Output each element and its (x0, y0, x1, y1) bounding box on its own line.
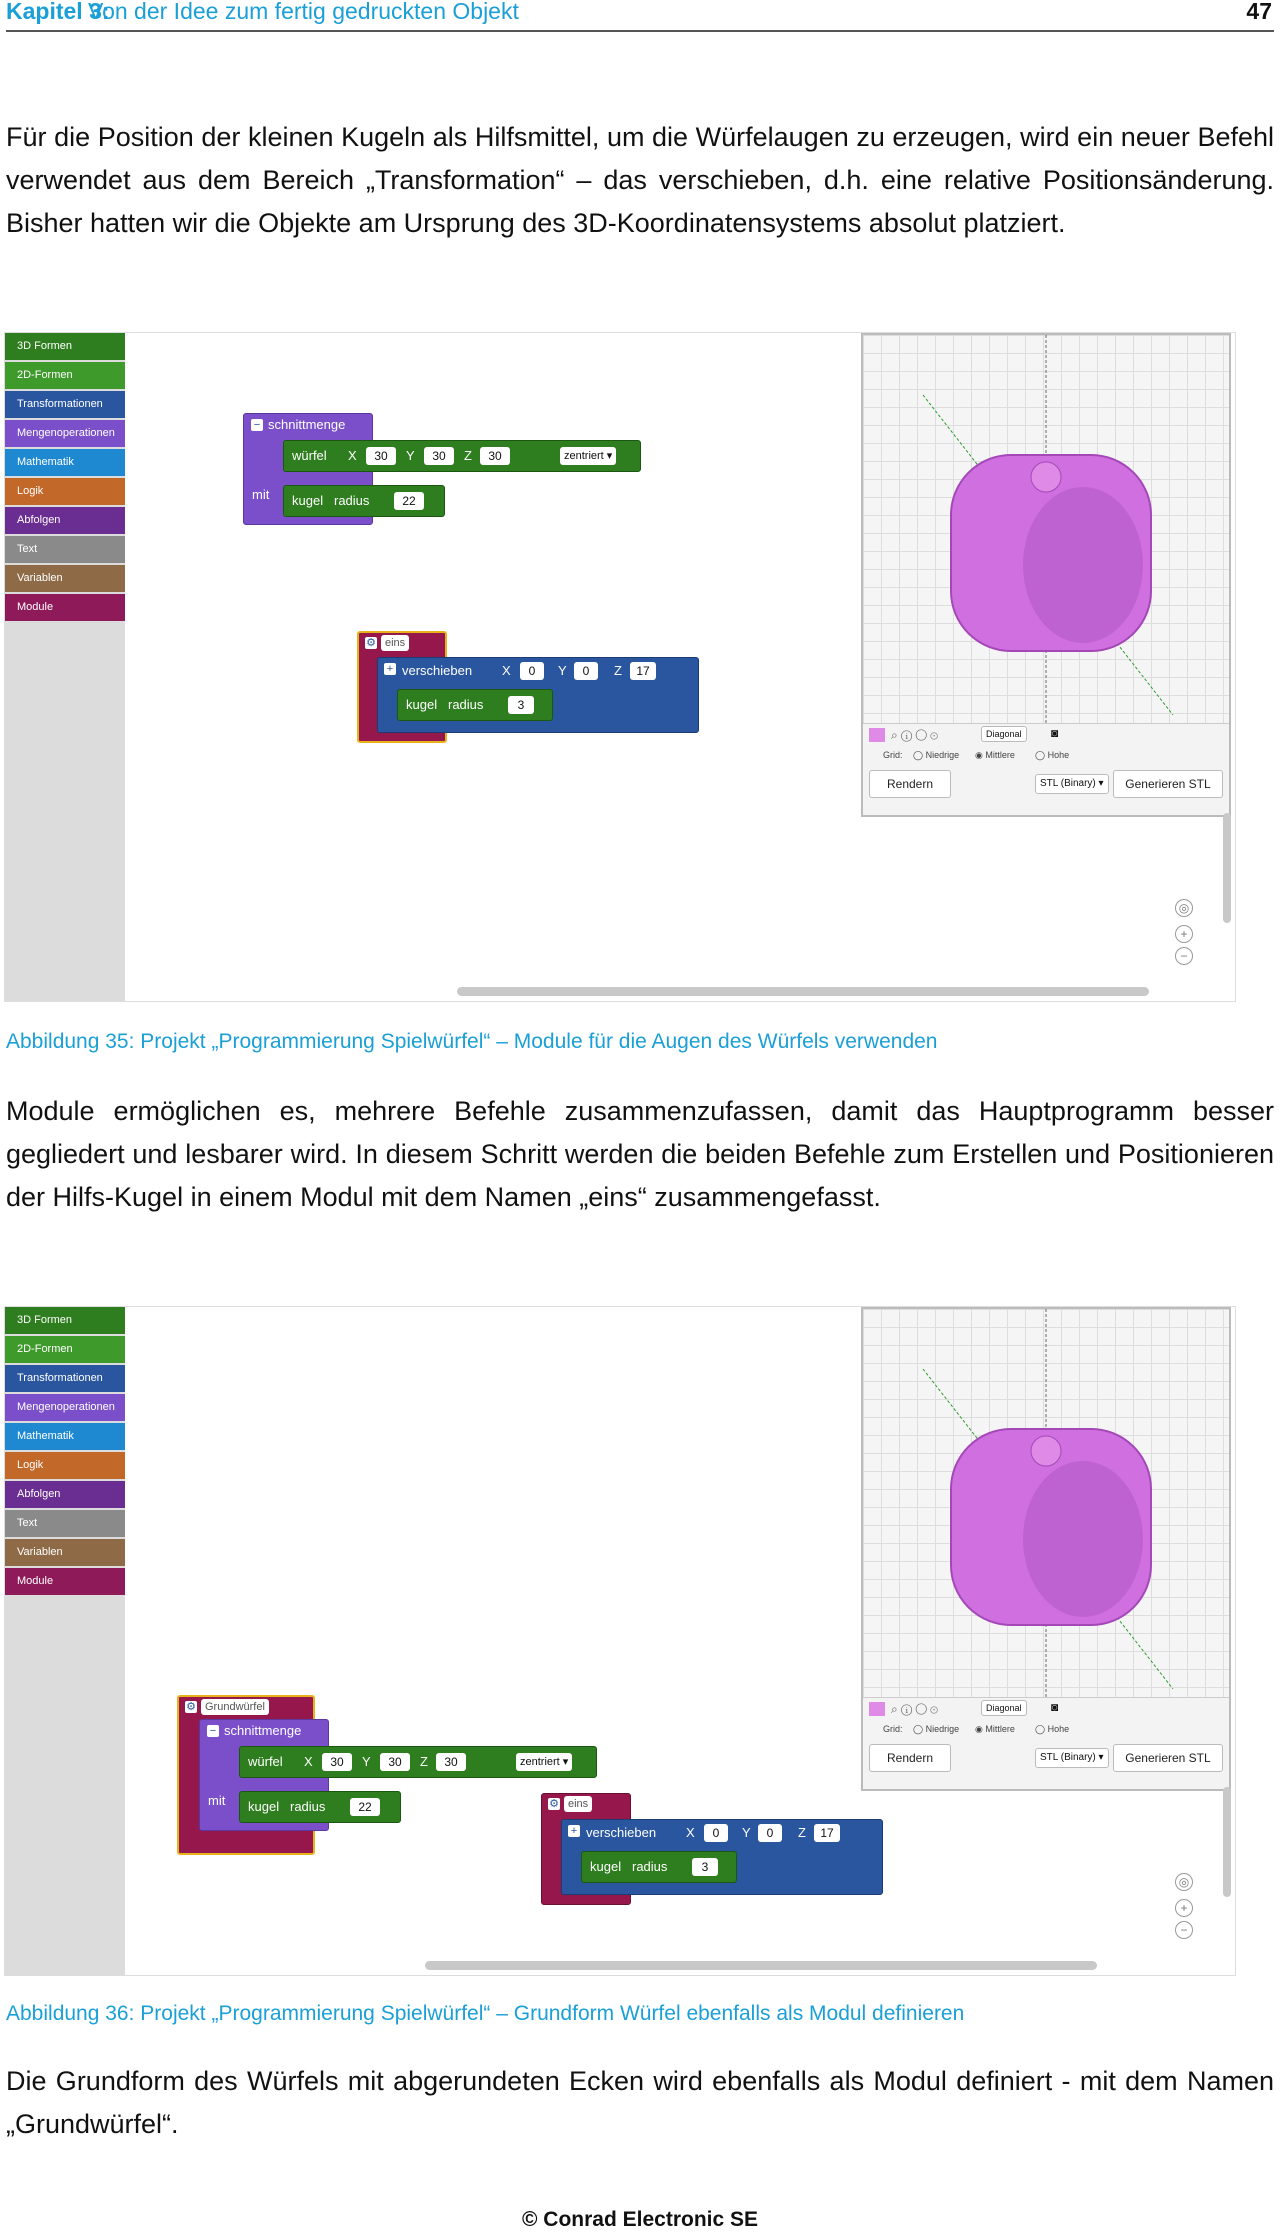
category-item[interactable]: 2D-Formen (5, 362, 125, 389)
sphere-label: kugel (292, 493, 324, 508)
z-label: Z (614, 663, 622, 678)
paragraph-3: Die Grundform des Würfels mit abgerundeten Ecken wird ebenfalls als Modul definiert - mit dem Namen „Grundwürfel“. (6, 2066, 1274, 2139)
centered-dropdown[interactable]: zentriert ▾ (516, 1753, 572, 1771)
centered-value: zentriert (520, 1756, 560, 1768)
cube-block[interactable] (283, 440, 641, 472)
zoom-reset-icon[interactable]: ◎ (1175, 1873, 1193, 1891)
figure-caption-36: Abbildung 36: Projekt „Programmierung Spielwürfel“ – Grundform Würfel ebenfalls als Modul definieren (6, 2002, 965, 2025)
gear-icon[interactable]: ⚙ (186, 1701, 196, 1713)
radio-high-label: Hohe (1047, 1724, 1070, 1734)
view-controls-icons[interactable]: ⌕ ⓘ ◯ ⊙ (891, 1702, 938, 1716)
category-item[interactable]: Logik (5, 478, 125, 505)
y-label: Y (362, 1754, 371, 1769)
x-label: X (348, 448, 357, 463)
page-footer: © Conrad Electronic SE (521, 2208, 759, 2231)
generate-stl-button[interactable]: Generieren STL (1113, 1744, 1223, 1772)
viewer-controls (863, 723, 1229, 816)
category-item[interactable]: Text (5, 536, 125, 563)
category-list (5, 333, 125, 621)
chapter-title: Von der Idee zum fertig gedruckten Objekt (88, 0, 519, 24)
gear-icon[interactable]: ⚙ (549, 1798, 559, 1810)
category-item[interactable]: Transformationen (5, 391, 125, 418)
generate-stl-button[interactable]: Generieren STL (1113, 770, 1223, 798)
zoom-in-icon[interactable]: + (1175, 1899, 1193, 1917)
sphere-label: kugel (590, 1859, 622, 1874)
gear-icon[interactable]: ⚙ (366, 637, 376, 649)
cube-block[interactable] (239, 1746, 597, 1778)
cube-shade (1023, 1461, 1143, 1617)
radio-high[interactable]: ◯ Hohe (1035, 1724, 1070, 1734)
resolution-label: Grid: (883, 1724, 903, 1734)
centered-dropdown[interactable]: zentriert ▾ (560, 447, 616, 465)
zoom-out-icon[interactable]: − (1175, 1921, 1193, 1939)
small-sphere-block[interactable] (581, 1851, 737, 1883)
cube-y-field[interactable]: 30 (380, 1753, 410, 1771)
move-z-field[interactable]: 17 (814, 1824, 840, 1842)
y-label: Y (558, 663, 567, 678)
cube-z-field[interactable]: 30 (480, 447, 510, 465)
x-label: X (304, 1754, 313, 1769)
y-label: Y (742, 1825, 751, 1840)
z-label: Z (798, 1825, 806, 1840)
sphere-radius-field[interactable]: 22 (350, 1798, 380, 1816)
category-item[interactable]: Logik (5, 1452, 125, 1479)
radio-low-label: Niedrige (925, 1724, 960, 1734)
module-name-field[interactable]: Grundwürfel (201, 1699, 269, 1715)
expand-icon[interactable]: + (384, 663, 396, 675)
category-item[interactable]: 3D Formen (5, 333, 125, 360)
render-canvas (863, 335, 1229, 723)
sphere-radius-field[interactable]: 22 (394, 492, 424, 510)
radius-label: radius (632, 1859, 668, 1874)
category-item[interactable]: Mathematik (5, 449, 125, 476)
radio-high[interactable]: ◯ Hohe (1035, 750, 1070, 760)
category-item[interactable]: Abfolgen (5, 507, 125, 534)
block-category-sidebar (5, 1307, 125, 1975)
block-category-sidebar (5, 333, 125, 1001)
module-name-field[interactable]: eins (564, 1796, 592, 1812)
category-item[interactable]: 2D-Formen (5, 1336, 125, 1363)
format-value: STL (Binary) (1040, 1752, 1096, 1763)
format-dropdown[interactable]: STL (Binary) ▾ (1035, 774, 1109, 794)
radio-low[interactable]: ◯ Niedrige (913, 1724, 960, 1734)
move-x-field[interactable]: 0 (520, 662, 544, 680)
vertical-scrollbar[interactable] (1223, 1787, 1231, 1897)
color-swatch[interactable] (869, 728, 885, 742)
figure-caption-35: Abbildung 35: Projekt „Programmierung Spielwürfel“ – Module für die Augen des Würfels verwenden (6, 1030, 938, 1053)
move-z-field[interactable]: 17 (630, 662, 656, 680)
layout-value: Diagonal (986, 729, 1022, 739)
expand-icon[interactable]: − (207, 1725, 219, 1737)
radius-label: radius (290, 1799, 326, 1814)
radio-mid[interactable]: ◉ Mittlere (975, 750, 1015, 760)
radio-low-label: Niedrige (925, 750, 960, 760)
cube-x-field[interactable]: 30 (322, 1753, 352, 1771)
small-radius-field[interactable]: 3 (508, 696, 534, 714)
category-item[interactable]: Mathematik (5, 1423, 125, 1450)
intersection-label: schnittmenge (268, 417, 346, 432)
centered-value: zentriert (564, 450, 604, 462)
layout-dropdown[interactable] (981, 1700, 1027, 1716)
page-header (6, 0, 1274, 32)
sphere-block[interactable] (283, 485, 445, 517)
category-item[interactable]: Module (5, 594, 125, 621)
paragraph-2: Module ermöglichen es, mehrere Befehle zusammenzufassen, damit das Hauptprogramm besser gegliedert und lesbarer wird. In diesem Schritt werden die beiden Befehle zum Erstellen und Positionieren der Hilfs-Kugel in einem Modul mit dem Namen „eins“ zusammengefasst. (6, 1096, 1274, 1212)
3d-viewer[interactable] (861, 1307, 1231, 1791)
category-item[interactable]: 3D Formen (5, 1307, 125, 1334)
category-item[interactable]: Abfolgen (5, 1481, 125, 1508)
cube-y-field[interactable]: 30 (424, 447, 454, 465)
horizontal-scrollbar[interactable] (425, 1961, 1097, 1970)
view-controls-icons[interactable]: ⌕ ⓘ ◯ ⊙ (891, 728, 938, 742)
color-swatch[interactable] (869, 1702, 885, 1716)
render-button[interactable]: Rendern (869, 1744, 951, 1772)
radius-label: radius (448, 697, 484, 712)
category-item[interactable]: Variablen (5, 1539, 125, 1566)
mit-label: mit (252, 487, 270, 502)
blockscad-screenshot-1 (4, 332, 1236, 1002)
radio-low[interactable]: ◯ Niedrige (913, 750, 960, 760)
sphere-block[interactable] (239, 1791, 401, 1823)
horizontal-scrollbar[interactable] (457, 987, 1149, 996)
resolution-label: Grid: (883, 750, 903, 760)
intersection-label: schnittmenge (224, 1723, 302, 1738)
viewer-controls (863, 1697, 1229, 1790)
radio-mid[interactable]: ◉ Mittlere (975, 1724, 1015, 1734)
sphere-label: kugel (406, 697, 438, 712)
translate-label: verschieben (402, 663, 473, 678)
render-button[interactable]: Rendern (869, 770, 951, 798)
cube-x-field[interactable]: 30 (366, 447, 396, 465)
layout-value: Diagonal (986, 1703, 1022, 1713)
zoom-out-icon[interactable]: − (1175, 947, 1193, 965)
category-item[interactable]: Variablen (5, 565, 125, 592)
expand-icon[interactable]: + (568, 1825, 580, 1837)
move-y-field[interactable]: 0 (758, 1824, 782, 1842)
category-item[interactable]: Mengenoperationen (5, 1394, 125, 1421)
page-number: 47 (1246, 0, 1272, 24)
x-label: X (686, 1825, 695, 1840)
radius-label: radius (334, 493, 370, 508)
mit-label: mit (208, 1793, 226, 1808)
render-canvas (863, 1309, 1229, 1697)
camera-icon[interactable]: ◙ (1051, 726, 1059, 740)
expand-icon[interactable]: − (251, 419, 263, 431)
format-dropdown[interactable]: STL (Binary) ▾ (1035, 1748, 1109, 1768)
radio-mid-label: Mittlere (985, 1724, 1015, 1734)
3d-viewer[interactable] (861, 333, 1231, 817)
y-label: Y (406, 448, 415, 463)
radio-mid-label: Mittlere (985, 750, 1015, 760)
move-y-field[interactable]: 0 (574, 662, 598, 680)
z-label: Z (420, 1754, 428, 1769)
z-label: Z (464, 448, 472, 463)
x-label: X (502, 663, 511, 678)
eye-sphere (1031, 1436, 1061, 1466)
layout-dropdown[interactable] (981, 726, 1027, 742)
category-item[interactable]: Module (5, 1568, 125, 1595)
cube-z-field[interactable]: 30 (436, 1753, 466, 1771)
cube-shade (1023, 487, 1143, 643)
translate-label: verschieben (586, 1825, 657, 1840)
small-radius-field[interactable]: 3 (692, 1858, 718, 1876)
cube-label: würfel (292, 448, 327, 463)
cube-label: würfel (248, 1754, 283, 1769)
category-item[interactable]: Mengenoperationen (5, 420, 125, 447)
move-x-field[interactable]: 0 (704, 1824, 728, 1842)
zoom-reset-icon[interactable]: ◎ (1175, 899, 1193, 917)
category-item[interactable]: Text (5, 1510, 125, 1537)
blockscad-screenshot-2 (4, 1306, 1236, 1976)
sphere-label: kugel (248, 1799, 280, 1814)
module-name-field[interactable]: eins (381, 635, 409, 651)
small-sphere-block[interactable] (397, 689, 553, 721)
format-value: STL (Binary) (1040, 778, 1096, 789)
camera-icon[interactable]: ◙ (1051, 1700, 1059, 1714)
category-list (5, 1307, 125, 1595)
radio-high-label: Hohe (1047, 750, 1070, 760)
eye-sphere (1031, 462, 1061, 492)
zoom-in-icon[interactable]: + (1175, 925, 1193, 943)
category-item[interactable]: Transformationen (5, 1365, 125, 1392)
chapter-label: Kapitel 3: (6, 0, 110, 24)
paragraph-1: Für die Position der kleinen Kugeln als Hilfsmittel, um die Würfelaugen zu erzeugen, wird ein neuer Befehl verwendet aus dem Bereich „Transformation“ – das verschieben, d.h. eine relative Positionsänderung. Bisher hatten wir die Objekte am Ursprung des 3D-Koordinatensystems absolut platziert. (6, 122, 1274, 238)
vertical-scrollbar[interactable] (1223, 813, 1231, 923)
